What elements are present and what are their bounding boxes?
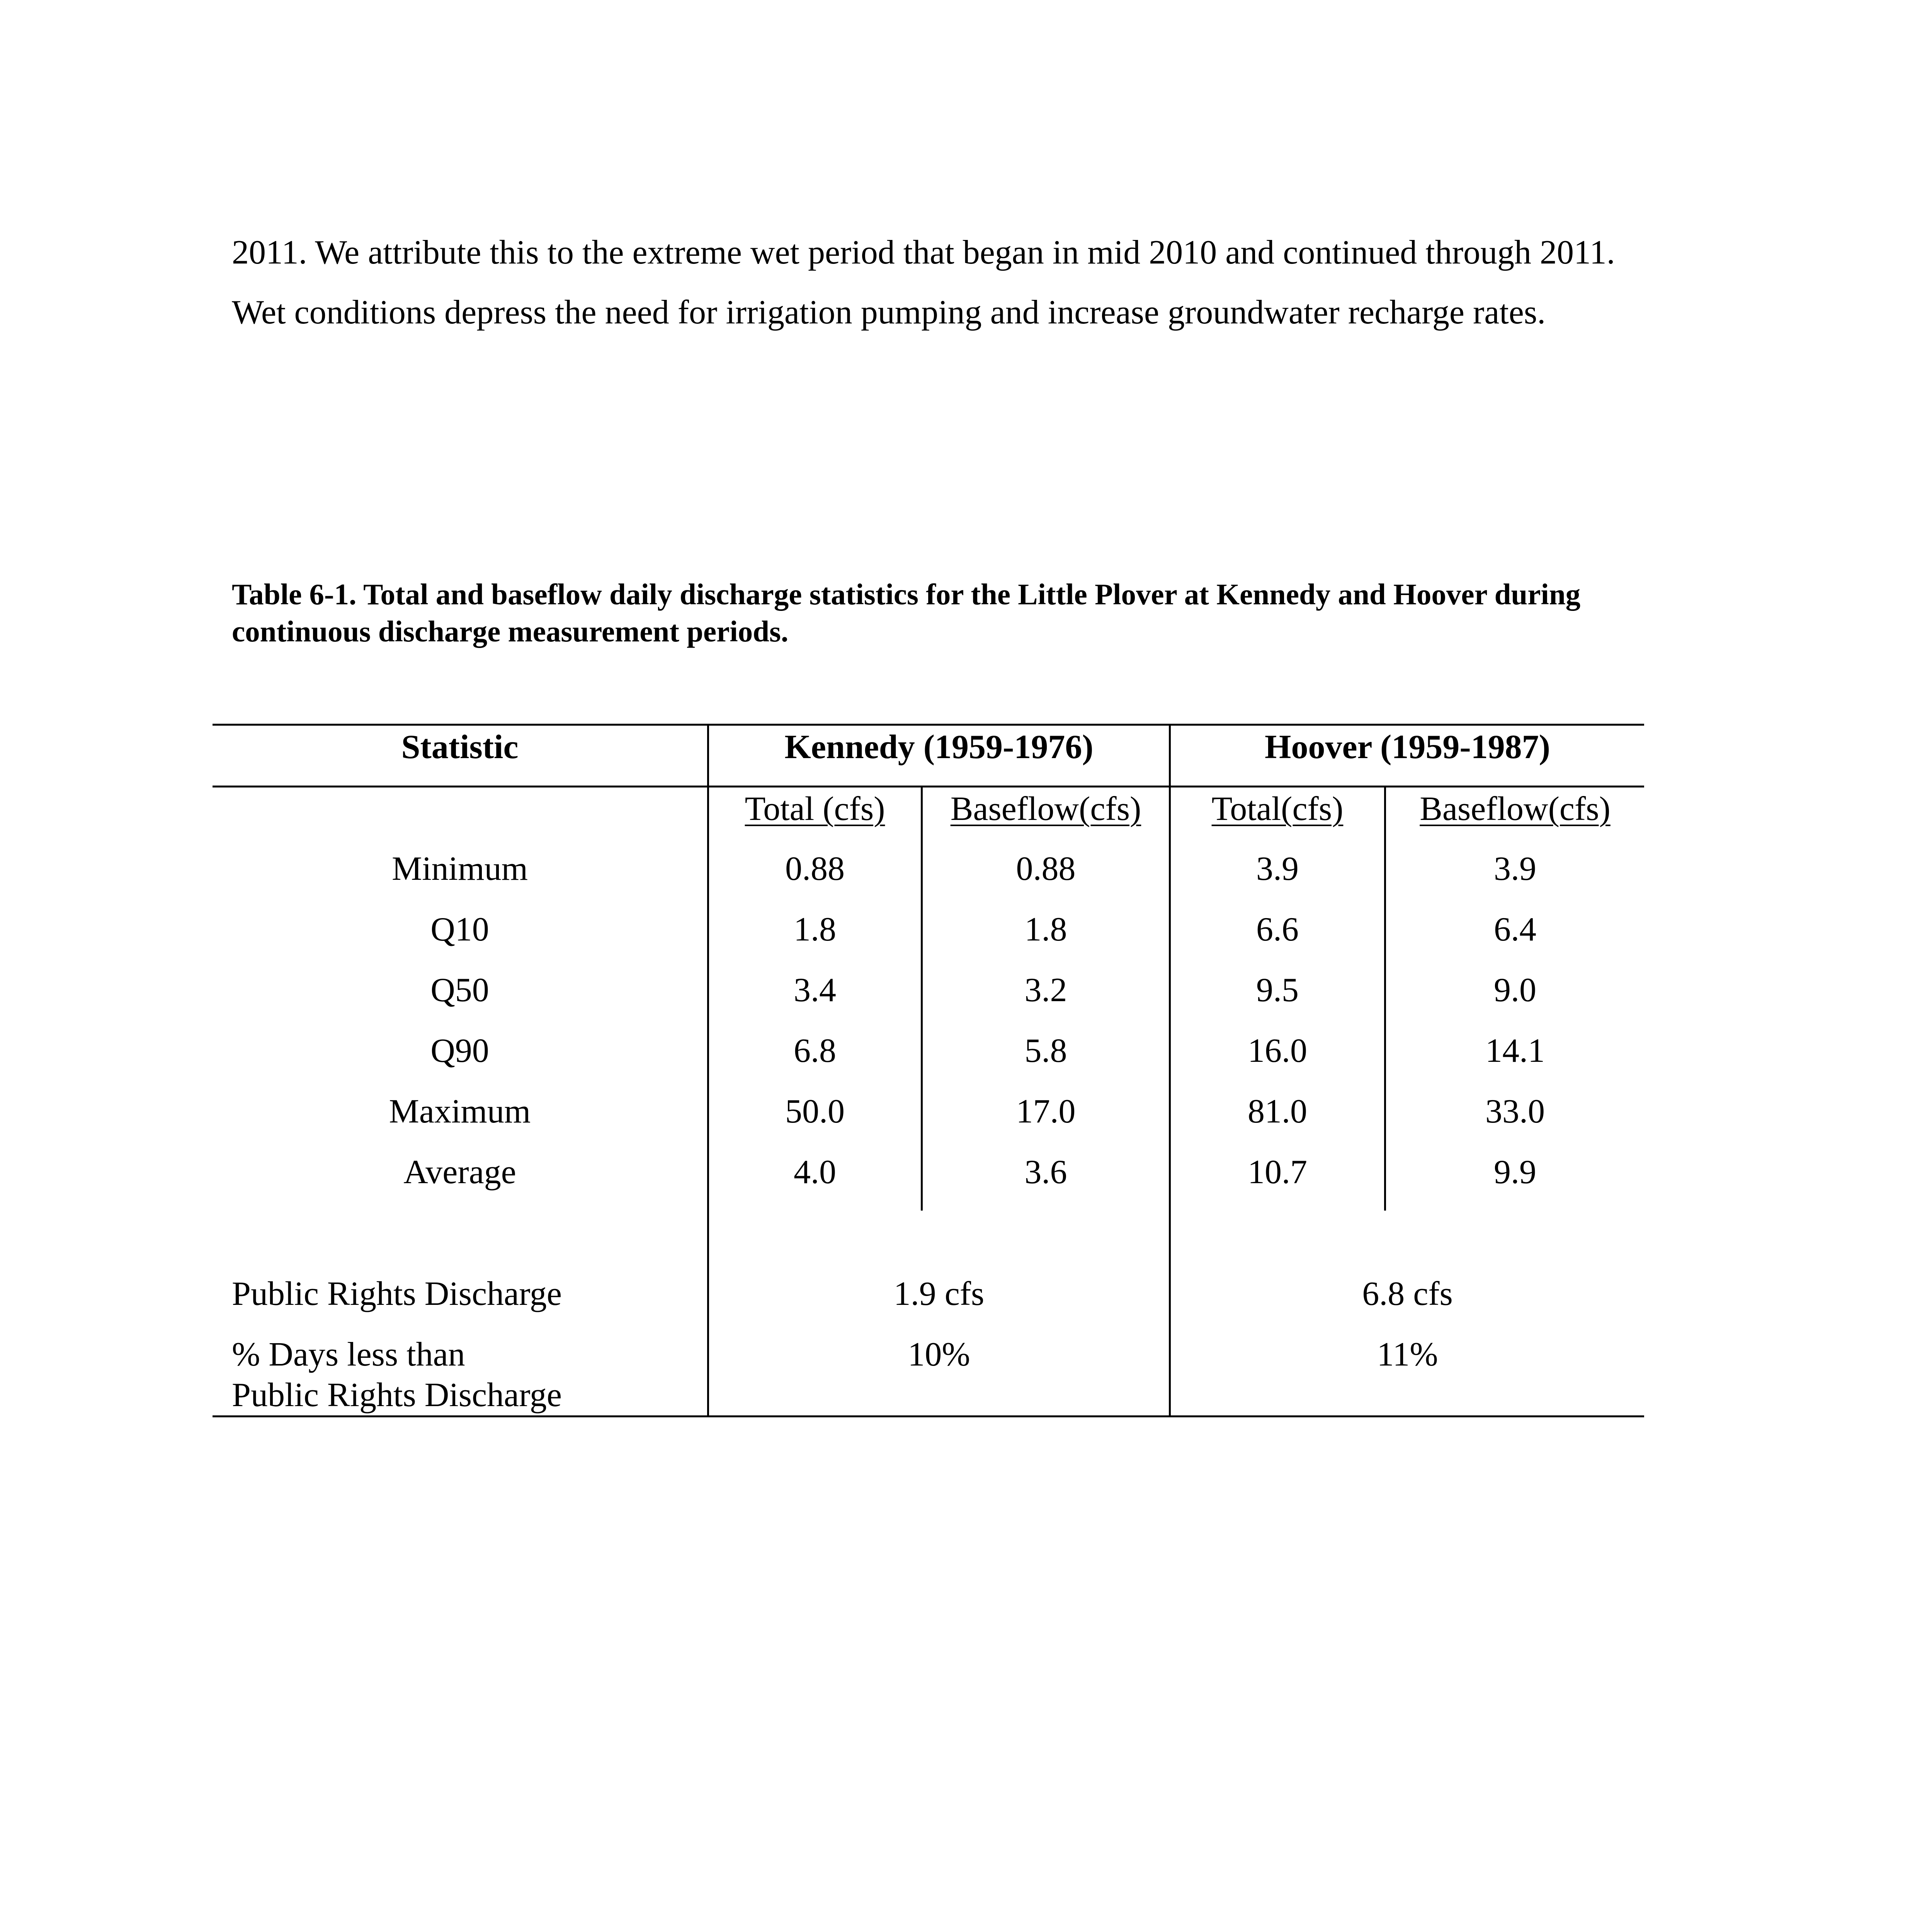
public-rights-hoover: 6.8 cfs [1362, 1275, 1453, 1313]
cell-hoover-baseflow: 9.0 [1494, 971, 1536, 1009]
table-divider-kennedy-hoover [1169, 724, 1171, 1417]
pct-days-label-line-1: % Days less than [232, 1336, 465, 1373]
cell-kennedy-total: 4.0 [794, 1153, 836, 1191]
cell-kennedy-baseflow: 0.88 [1016, 850, 1076, 888]
subheader-hoover-baseflow-text: Baseflow(cfs) [1420, 790, 1611, 828]
public-rights-kennedy: 1.9 cfs [893, 1275, 985, 1313]
table-caption-line-2: continuous discharge measurement periods. [232, 615, 789, 648]
cell-kennedy-baseflow: 3.6 [1024, 1153, 1067, 1191]
cell-kennedy-baseflow: 1.8 [1024, 911, 1067, 948]
subheader-kennedy-baseflow-text: Baseflow(cfs) [950, 790, 1141, 828]
body-text-line-1: 2011. We attribute this to the extreme wet period that began in mid 2010 and continued through 2011. [232, 234, 1615, 271]
cell-hoover-baseflow: 3.9 [1494, 850, 1536, 888]
cell-hoover-baseflow: 33.0 [1485, 1093, 1545, 1130]
public-rights-label: Public Rights Discharge [232, 1275, 562, 1313]
subheader-hoover-baseflow [1386, 792, 1644, 826]
header-hoover: Hoover (1959-1987) [1265, 728, 1550, 766]
cell-kennedy-total: 0.88 [785, 850, 845, 888]
pct-days-kennedy: 10% [908, 1336, 970, 1373]
row-label: Q90 [430, 1032, 489, 1070]
subheader-kennedy-baseflow [923, 792, 1169, 826]
cell-kennedy-total: 50.0 [785, 1093, 845, 1130]
table-top-rule [213, 724, 1644, 726]
pct-days-label-line-2: Public Rights Discharge [232, 1376, 562, 1414]
pct-days-hoover: 11% [1377, 1336, 1438, 1373]
cell-hoover-total: 10.7 [1248, 1153, 1307, 1191]
cell-kennedy-baseflow: 3.2 [1024, 971, 1067, 1009]
table-bottom-rule [213, 1415, 1644, 1417]
subheader-kennedy-total-text: Total (cfs) [745, 790, 885, 828]
header-kennedy: Kennedy (1959-1976) [784, 728, 1094, 766]
row-label: Q50 [430, 971, 489, 1009]
table-caption-line-1: Table 6-1. Total and baseflow daily discharge statistics for the Little Plover at Kennedy and Hoover during [232, 578, 1581, 611]
subheader-kennedy-total [709, 792, 921, 826]
cell-kennedy-baseflow: 17.0 [1016, 1093, 1076, 1130]
row-label: Average [403, 1153, 516, 1191]
subheader-hoover-total [1171, 792, 1384, 826]
cell-hoover-total: 16.0 [1248, 1032, 1307, 1070]
cell-hoover-baseflow: 6.4 [1494, 911, 1536, 948]
cell-hoover-baseflow: 9.9 [1494, 1153, 1536, 1191]
row-label: Maximum [389, 1093, 531, 1130]
row-label: Minimum [391, 850, 528, 888]
table-caption [232, 576, 1739, 650]
cell-kennedy-baseflow: 5.8 [1024, 1032, 1067, 1070]
table-header-rule [213, 786, 1644, 787]
cell-hoover-total: 81.0 [1248, 1093, 1307, 1130]
header-statistic: Statistic [401, 728, 519, 766]
cell-kennedy-total: 3.4 [794, 971, 836, 1009]
cell-kennedy-total: 6.8 [794, 1032, 836, 1070]
cell-hoover-total: 3.9 [1256, 850, 1299, 888]
row-label: Q10 [430, 911, 489, 948]
cell-hoover-baseflow: 14.1 [1485, 1032, 1545, 1070]
table-divider-statistic [707, 724, 709, 1417]
cell-hoover-total: 9.5 [1256, 971, 1299, 1009]
cell-hoover-total: 6.6 [1256, 911, 1299, 948]
subheader-hoover-total-text: Total(cfs) [1211, 790, 1344, 828]
cell-kennedy-total: 1.8 [794, 911, 836, 948]
body-text-line-2: Wet conditions depress the need for irrigation pumping and increase groundwater recharge rates. [232, 294, 1546, 331]
